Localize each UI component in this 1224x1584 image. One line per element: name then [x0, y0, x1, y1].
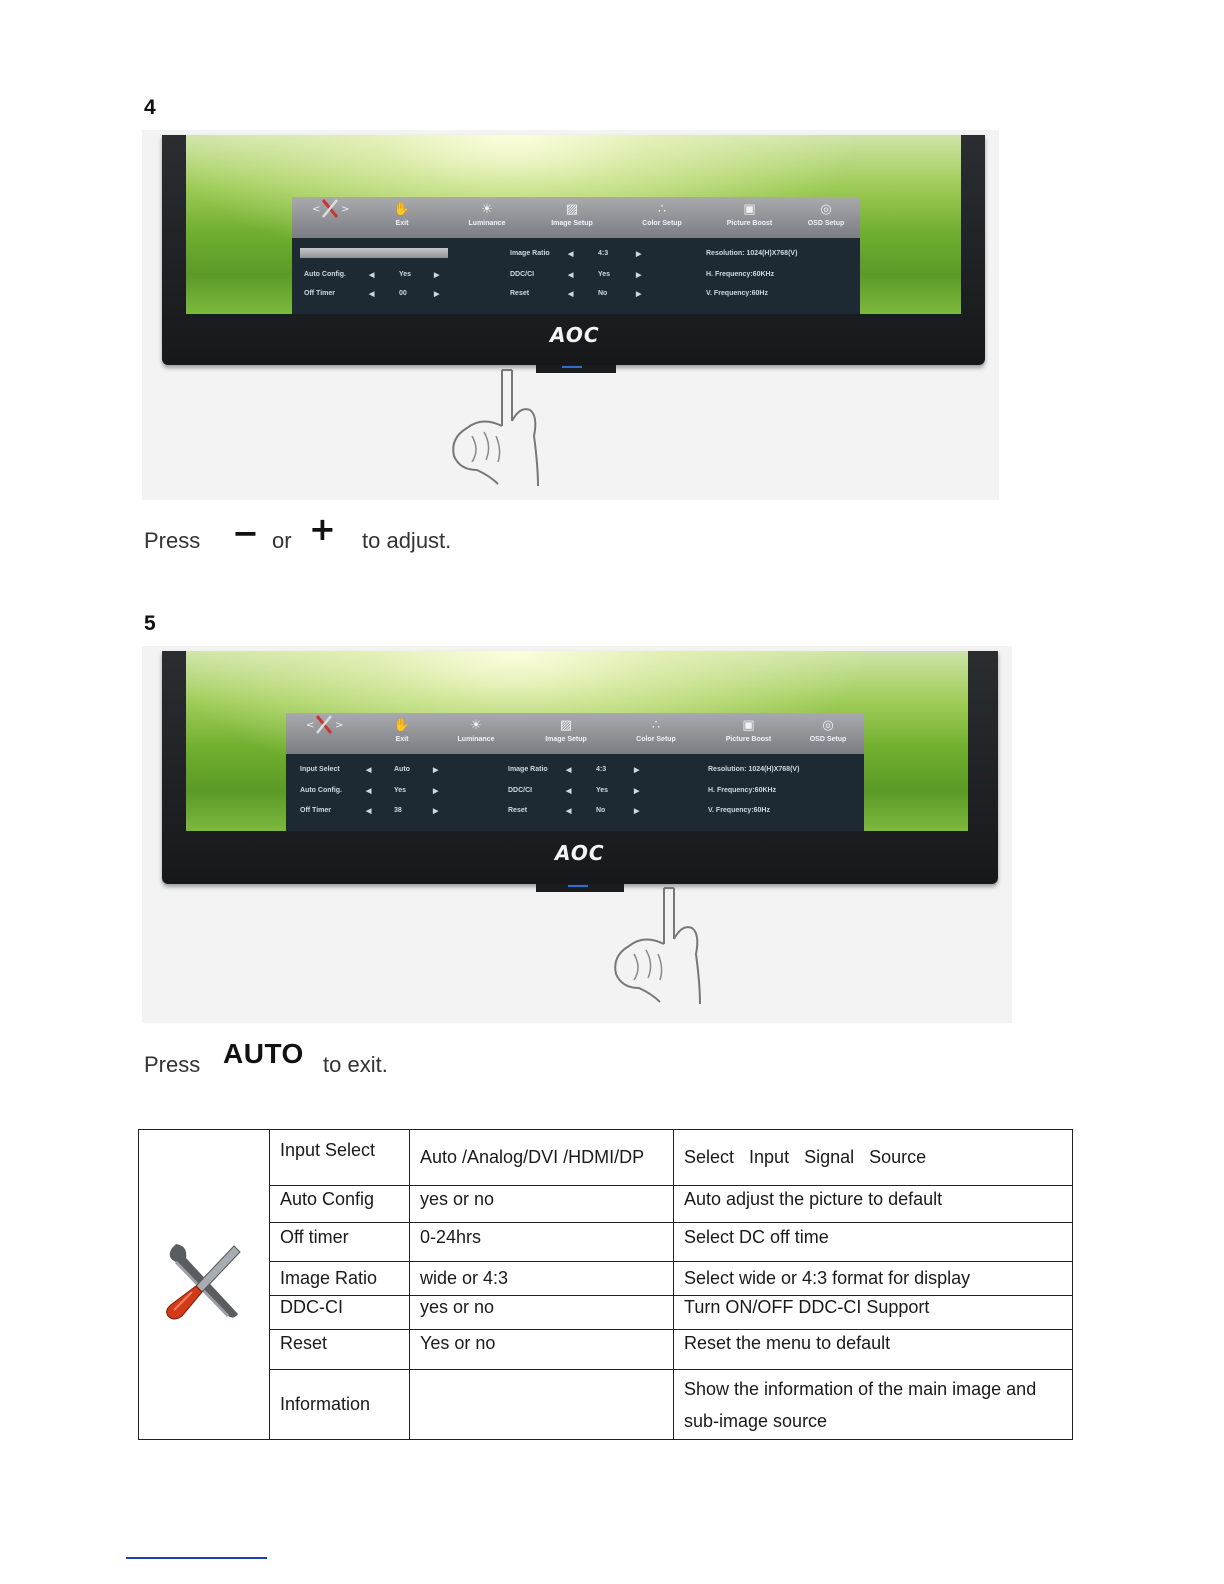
monitor-illustration: [142, 130, 999, 500]
luminance-icon: ☀: [470, 717, 482, 732]
osd-setup-icon: ◎: [820, 201, 832, 216]
instruction-action: to exit.: [323, 1052, 388, 1077]
table-cell-item: Image Ratio: [270, 1262, 410, 1296]
table-cell-range: Auto /Analog/DVI /HDMI/DP: [410, 1130, 674, 1186]
table-cell-description: Turn ON/OFF DDC-CI Support: [674, 1296, 1073, 1330]
osd-tab-exit[interactable]: ✋ Exit: [372, 713, 432, 754]
instruction-press: Press: [144, 528, 201, 553]
table-cell-range: 0-24hrs: [410, 1223, 674, 1262]
monitor-screen: [186, 135, 961, 314]
table-cell-description: Reset the menu to default: [674, 1330, 1073, 1370]
osd-tab-bar: [286, 713, 864, 754]
osd-row[interactable]: Reset ◀ No ▶: [508, 807, 640, 815]
osd-row[interactable]: Input Select ◀ Auto ▶: [300, 766, 439, 774]
table-cell-item: DDC-CI: [270, 1296, 410, 1330]
osd-setup-icon: ◎: [822, 717, 834, 732]
table-cell-range: Yes or no: [410, 1330, 674, 1370]
table-cell-item: Off timer: [270, 1223, 410, 1262]
image-setup-icon: ▨: [565, 201, 579, 216]
osd-info-resolution: Resolution: 1024(H)X768(V): [706, 250, 798, 257]
osd-tab-bar: [292, 197, 860, 238]
osd-row[interactable]: Reset ◀ No ▶: [510, 290, 642, 298]
settings-table: [138, 1129, 1073, 1440]
osd-tab-image-setup[interactable]: ▨ Image Setup: [526, 713, 606, 754]
monitor-bezel: [162, 651, 998, 884]
osd-row[interactable]: Image Ratio ◀ 4:3 ▶: [508, 766, 640, 774]
osd-tab-extra[interactable]: [300, 197, 360, 238]
color-setup-icon: ∴: [651, 717, 661, 732]
table-row: [139, 1296, 1073, 1330]
table-row: [139, 1223, 1073, 1262]
power-led: [568, 885, 588, 887]
osd-highlight-bar: [300, 248, 448, 258]
osd-info-v-frequency: V. Frequency:60Hz: [706, 290, 768, 297]
table-cell-description: Select Input Signal Source: [674, 1130, 1073, 1186]
instruction-action: to adjust.: [362, 528, 452, 553]
plus-key-icon: +: [309, 510, 336, 548]
osd-row[interactable]: Image Ratio ◀ 4:3 ▶: [510, 250, 642, 258]
osd-tab-picture-boost[interactable]: ▣ Picture Boost: [707, 197, 792, 238]
step-number: 5: [144, 612, 156, 635]
osd-tab-color-setup[interactable]: ∴ Color Setup: [616, 713, 696, 754]
step-number: 4: [144, 96, 156, 119]
svg-text:<: <: [306, 720, 315, 731]
instruction-or: or: [272, 528, 292, 553]
picture-boost-icon: ▣: [743, 201, 756, 216]
aoc-logo: AOC: [550, 323, 600, 347]
osd-tab-luminance[interactable]: ☀ Luminance: [441, 713, 511, 754]
table-row: [139, 1330, 1073, 1370]
auto-key-label: AUTO: [223, 1038, 304, 1069]
luminance-icon: ☀: [481, 201, 493, 216]
table-cell-range: yes or no: [410, 1186, 674, 1223]
color-setup-icon: ∴: [657, 201, 667, 216]
tools-icon: [162, 1240, 246, 1324]
osd-row[interactable]: DDC/CI ◀ Yes ▶: [508, 787, 640, 795]
table-cell-description: Show the information of the main image and sub-image source: [674, 1370, 1073, 1440]
table-cell-range: [410, 1370, 674, 1440]
monitor-screen: [186, 651, 968, 831]
aoc-logo: AOC: [555, 841, 605, 865]
osd-info-h-frequency: H. Frequency:60KHz: [708, 787, 777, 794]
exit-icon: ✋: [393, 201, 411, 216]
table-cell-range: wide or 4:3: [410, 1262, 674, 1296]
exit-icon: ✋: [393, 717, 411, 732]
osd-tab-extra[interactable]: [294, 713, 354, 754]
table-row: [139, 1370, 1073, 1440]
osd-tab-image-setup[interactable]: ▨ Image Setup: [532, 197, 612, 238]
table-cell-item: Information: [270, 1370, 410, 1440]
osd-info-resolution: Resolution: 1024(H)X768(V): [708, 766, 800, 773]
osd-tab-exit[interactable]: ✋ Exit: [372, 197, 432, 238]
picture-boost-icon: ▣: [742, 717, 755, 732]
osd-menu: [292, 197, 860, 314]
osd-row[interactable]: Auto Config. ◀ Yes ▶: [300, 787, 439, 795]
osd-tab-luminance[interactable]: ☀ Luminance: [452, 197, 522, 238]
table-cell-item: Auto Config: [270, 1186, 410, 1223]
osd-tab-osd-setup[interactable]: ◎ OSD Setup: [794, 713, 862, 754]
table-cell-item: Reset: [270, 1330, 410, 1370]
footnote-rule: [126, 1557, 267, 1559]
table-cell-description: Select wide or 4:3 format for display: [674, 1262, 1073, 1296]
osd-tab-color-setup[interactable]: ∴ Color Setup: [622, 197, 702, 238]
table-row: [139, 1186, 1073, 1223]
instruction-press: Press: [144, 1052, 201, 1077]
table-row: [139, 1130, 1073, 1186]
pointing-hand-icon: [442, 366, 562, 496]
osd-tab-osd-setup[interactable]: ◎ OSD Setup: [792, 197, 860, 238]
svg-text:>: >: [341, 204, 350, 215]
osd-row[interactable]: DDC/CI ◀ Yes ▶: [510, 271, 642, 279]
osd-row[interactable]: Auto Config. ◀ Yes ▶: [304, 271, 440, 279]
tools-icon: [300, 197, 360, 219]
table-cell-range: yes or no: [410, 1296, 674, 1330]
table-cell-description: Select DC off time: [674, 1223, 1073, 1262]
osd-info-v-frequency: V. Frequency:60Hz: [708, 807, 770, 814]
image-setup-icon: ▨: [559, 717, 573, 732]
pointing-hand-icon: [604, 884, 724, 1014]
osd-tab-picture-boost[interactable]: ▣ Picture Boost: [706, 713, 791, 754]
svg-text:>: >: [335, 720, 344, 731]
tools-icon: [294, 713, 354, 735]
table-cell-description: Auto adjust the picture to default: [674, 1186, 1073, 1223]
monitor-illustration: [142, 646, 1012, 1023]
table-row: [139, 1262, 1073, 1296]
table-icon-cell: [139, 1130, 270, 1440]
table-cell-item: Input Select: [270, 1130, 410, 1186]
osd-info-h-frequency: H. Frequency:60KHz: [706, 271, 775, 278]
svg-text:<: <: [312, 204, 321, 215]
minus-key-icon: −: [232, 514, 259, 552]
osd-menu: [286, 713, 864, 831]
power-led: [562, 366, 582, 368]
osd-row[interactable]: Off Timer ◀ 38 ▶: [300, 807, 439, 815]
monitor-bezel: [162, 135, 985, 365]
osd-row[interactable]: Off Timer ◀ 00 ▶: [304, 290, 440, 298]
